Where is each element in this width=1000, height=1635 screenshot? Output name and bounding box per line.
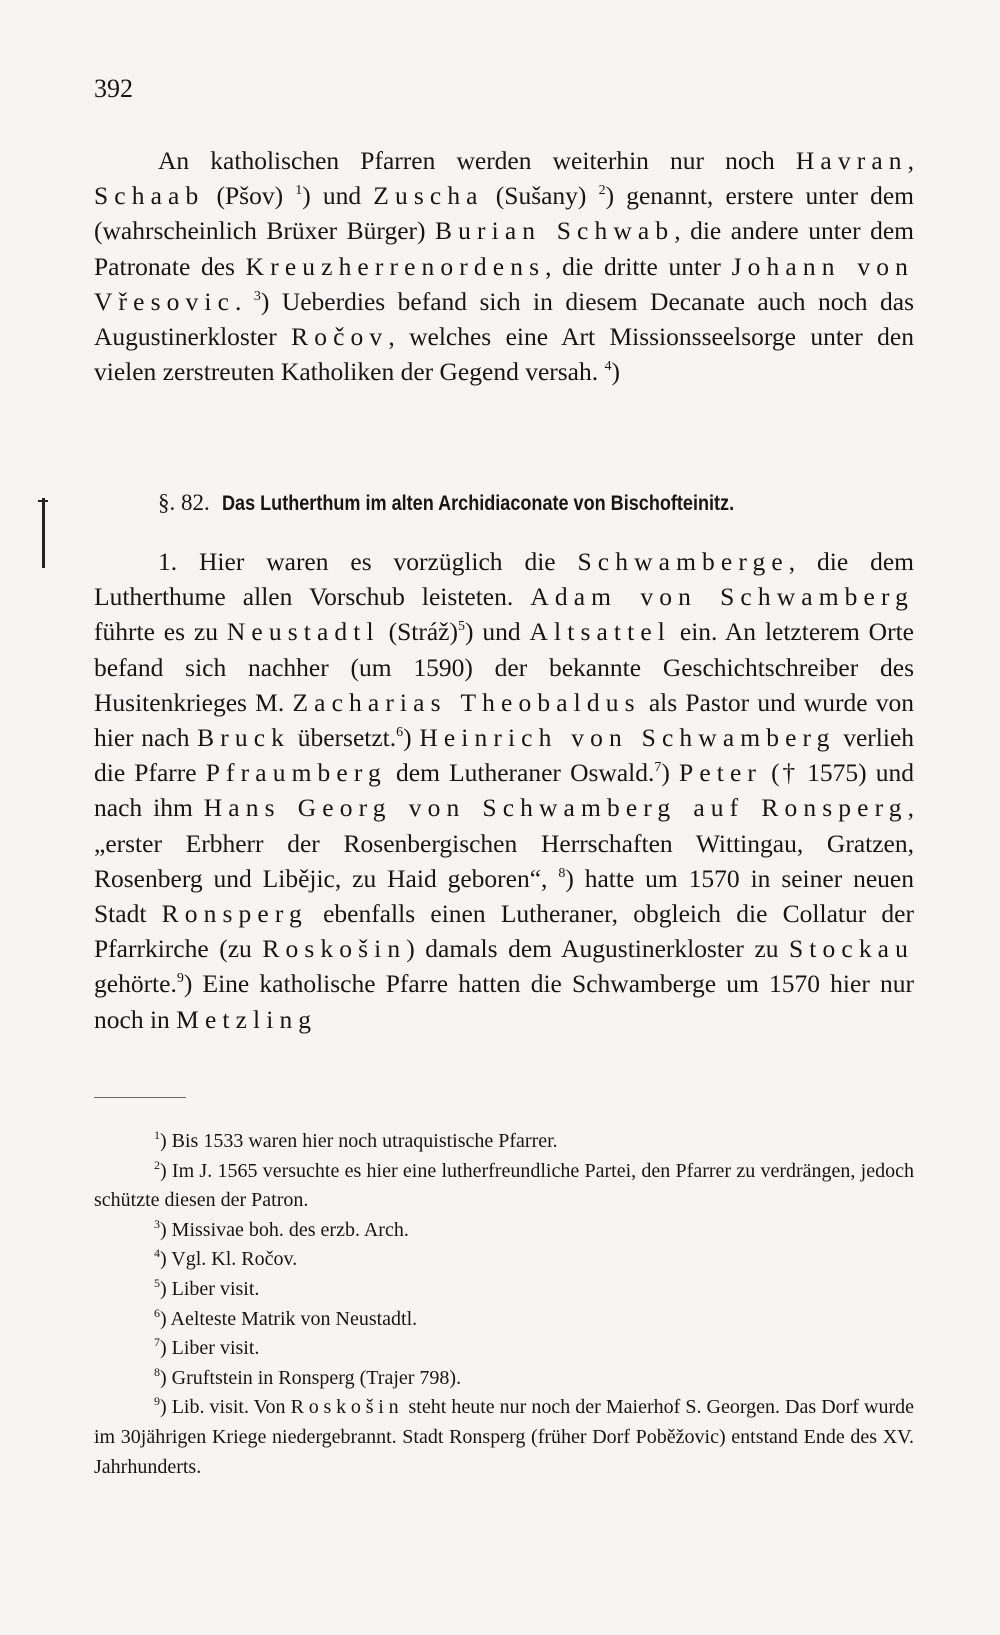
text-run: (Pšov) <box>204 181 296 211</box>
text-run: , die dritte unter <box>545 251 732 281</box>
footnote-text: ) Vgl. Kl. Ročov. <box>160 1248 298 1271</box>
spaced-name: Johann von Vřesovic <box>94 251 914 316</box>
paragraph-2-text <box>94 544 914 1037</box>
text-run: ) Eine katholische Pfarre hatten die Schwamberge um 1570 hier nur noch in <box>94 969 914 1034</box>
footnote-ref: 7 <box>654 760 662 776</box>
text-run: ) genannt, erstere unter dem (wahrscheinlich Brüxer Bürger) <box>94 181 914 246</box>
footnote-2 <box>94 1157 914 1216</box>
footnote-mark: 1 <box>154 1128 160 1142</box>
spaced-name: Neustadtl <box>226 617 380 647</box>
footnote-ref: 3 <box>253 288 261 304</box>
text-run: ) damals dem Augustinerkloster zu <box>406 934 789 964</box>
text-run: führte es zu <box>94 617 227 647</box>
text-run: ) hatte um 1570 in seiner neuen Stadt <box>94 863 914 929</box>
footnote-ref: 4 <box>604 359 612 375</box>
text-run: gehörte. <box>94 969 177 999</box>
footnote-mark: 5 <box>154 1275 160 1290</box>
text-run: verlieh die Pfarre <box>94 723 915 788</box>
text-run: , die andere unter dem Patronate des <box>94 216 914 281</box>
spaced-name: Metzling <box>176 1004 318 1034</box>
page-number: 392 <box>94 74 133 103</box>
text-run: ein. An letzterem Orte befand sich nachher (um 1590) der bekannte Geschichtschreiber des Husitenkrieges M. <box>94 617 914 717</box>
spaced-name: Zacharias Theobaldus <box>292 687 641 717</box>
footnote-ref: 6 <box>396 725 404 741</box>
text-run: dem Lutheraner Oswald. <box>386 758 655 788</box>
spaced-name: Schwamberge <box>577 547 789 576</box>
footnote-9 <box>94 1393 914 1482</box>
text-run: ebenfalls einen Lutheraner, obgleich die Collatur der Pfarrkirche (zu <box>94 899 914 964</box>
spaced-name: Altsattel <box>529 617 671 647</box>
text-run: als Pastor und wurde von hier nach <box>94 687 914 753</box>
footnote-8 <box>94 1364 914 1394</box>
spaced-name: Pfraumberg <box>205 758 387 788</box>
text-run: (Stráž) <box>379 617 458 647</box>
text-run: (Sušany) <box>483 181 599 211</box>
footnote-6 <box>94 1305 914 1335</box>
section-heading <box>158 490 817 516</box>
footnote-mark: 2 <box>154 1157 160 1172</box>
footnote-mark: 4 <box>154 1246 160 1261</box>
text-run: ) <box>611 357 620 387</box>
footnote-ref: 5 <box>457 619 465 635</box>
footnote-text: ) Lib. visit. Von <box>160 1396 291 1419</box>
footnote-text: ) Bis 1533 waren hier noch utraquistische Pfarrer. <box>160 1130 558 1152</box>
spaced-name: Adam von Schwamberg <box>530 582 914 612</box>
footnote-divider <box>94 1097 186 1098</box>
spaced-name: Roskošin <box>290 1396 404 1419</box>
margin-mark <box>42 498 45 568</box>
spaced-name: Stockau <box>789 934 914 964</box>
spaced-name: Heinrich von Schwamberg <box>419 723 836 753</box>
spaced-name: Peter <box>679 758 763 788</box>
footnote-5 <box>94 1275 914 1305</box>
spaced-name: Ronsperg <box>161 899 308 929</box>
text-run: An katholischen Pfarren werden weiterhin nur noch <box>158 146 796 175</box>
footnote-3 <box>94 1216 914 1246</box>
spaced-name: Ročov <box>291 322 389 352</box>
footnote-text: ) Liber visit. <box>160 1337 260 1360</box>
footnote-text: ) Aelteste Matrik von Neustadtl. <box>160 1307 418 1330</box>
spaced-name: Hans Georg von Schwamberg auf Ronsperg <box>203 793 908 823</box>
paragraph-2 <box>94 544 914 1037</box>
text-run: ) Ueberdies befand sich in diesem Decanate auch noch das Augustinerkloster <box>94 286 914 352</box>
spaced-name: Burian Schwab <box>435 216 675 246</box>
footnote-ref: 8 <box>558 865 566 881</box>
footnote-7 <box>94 1334 914 1364</box>
text-run: ) <box>661 758 680 788</box>
spaced-name: Zuscha <box>373 181 484 211</box>
text-run: ) <box>403 723 420 753</box>
footnote-ref: 2 <box>598 183 606 199</box>
section-title: Das Lutherthum im alten Archidiaconate von Bischofteinitz. <box>221 492 734 515</box>
text-run: († 1575) und nach ihm <box>94 758 914 823</box>
spaced-name: Kreuzherrenordens <box>245 251 546 281</box>
footnote-text: ) Im J. 1565 versuchte es hier eine lutherfreundliche Partei, den Pfarrer zu verdrängen, jedoch schützte diesen der Patron. <box>94 1159 914 1212</box>
text-run: . <box>235 286 254 316</box>
margin-mark-tick <box>38 500 48 502</box>
text-run: , „erster Erbherr der Rosenbergischen Herrschaften Wittingau, Gratzen, Rosenberg und Libějic, zu Haid geboren“, <box>94 793 914 893</box>
footnote-mark: 3 <box>154 1216 160 1231</box>
text-run: übersetzt. <box>290 723 397 753</box>
text-run: ) und <box>302 181 374 211</box>
section-number: §. 82. <box>158 490 210 515</box>
text-run: 1. Hier waren es vorzüglich die <box>158 547 578 576</box>
footnote-text: ) Liber visit. <box>160 1277 260 1300</box>
text-run: , <box>907 146 914 175</box>
footnote-text: ) Gruftstein in Ronsperg (Trajer 798). <box>160 1366 462 1389</box>
footnote-mark: 6 <box>154 1305 160 1320</box>
footnote-mark: 8 <box>154 1364 160 1379</box>
footnote-mark: 9 <box>154 1394 160 1409</box>
paragraph-1 <box>94 143 914 389</box>
footnote-ref: 1 <box>295 183 303 199</box>
text-run: , die dem Lutherthume allen Vorschub leisteten. <box>94 547 914 612</box>
paragraph-1-text <box>94 143 914 389</box>
text-run: , welches eine Art Missionsseelsorge unter den vielen zerstreuten Katholiken der Gegend versah. <box>94 322 914 387</box>
footnote-ref: 9 <box>176 971 184 987</box>
footnote-4 <box>94 1245 914 1275</box>
spaced-name: Bruck <box>197 723 291 753</box>
footnotes <box>94 1127 914 1482</box>
footnote-text: steht heute nur noch der Maierhof S. Georgen. Das Dorf wurde im 30jährigen Kriege niedergebrannt. Stadt Ronsperg (früher Dorf Poběžovic) entstand Ende des XV. Jahrhunderts. <box>94 1396 914 1478</box>
footnote-mark: 7 <box>154 1335 160 1350</box>
footnote-text: ) Missivae boh. des erzb. Arch. <box>160 1218 409 1241</box>
footnote-1 <box>94 1127 914 1157</box>
spaced-name: Roskošin <box>262 934 407 964</box>
spaced-name: Havran <box>795 146 908 175</box>
text-run: ) und <box>464 617 530 647</box>
spaced-name: Schaab <box>94 181 205 211</box>
